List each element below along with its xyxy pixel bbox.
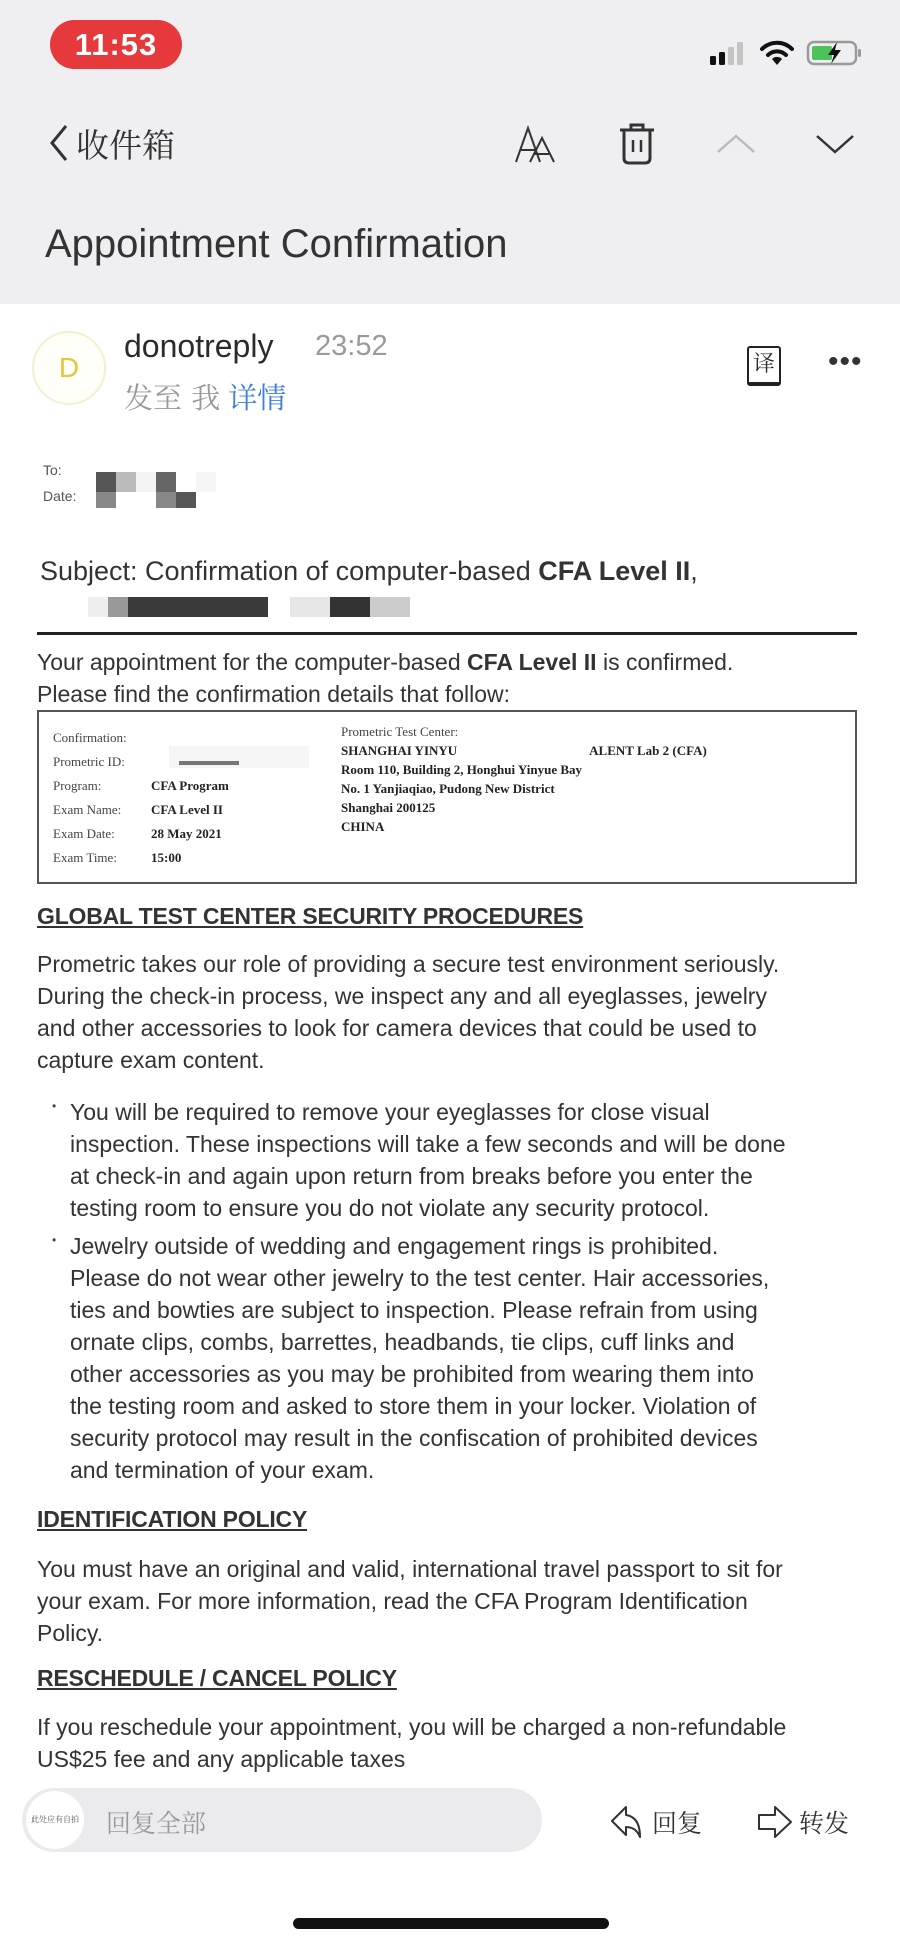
security-heading: GLOBAL TEST CENTER SECURITY PROCEDURES xyxy=(37,903,584,929)
chevron-down-icon xyxy=(815,132,855,156)
status-icons xyxy=(708,38,864,68)
bullet-line: inspection. These inspections will take a few seconds and will be done xyxy=(70,1131,786,1157)
row-value: 28 May 2021 xyxy=(151,826,222,841)
redacted-id-mark xyxy=(179,761,239,765)
bullet-line: the testing room and asked to store them in your locker. Violation of xyxy=(70,1393,757,1419)
back-label: 收件箱 xyxy=(76,125,175,165)
paragraph-line: During the check-in process, we inspect any and all eyeglasses, jewelry xyxy=(37,983,767,1009)
prometric-id-row xyxy=(53,754,151,770)
address-line: Room 110, Building 2, Honghui Yinyue Bay xyxy=(341,762,583,777)
bullet-jewelry xyxy=(52,1230,862,1486)
intro-line-2: Please find the confirmation details that follow: xyxy=(37,681,511,707)
home-indicator[interactable] xyxy=(293,1918,609,1929)
bottom-action-bar xyxy=(0,1780,900,1860)
exam-time-row xyxy=(53,850,181,866)
bullet-line: ties and bowties are subject to inspection. Please refrain from using xyxy=(70,1297,758,1323)
forward-button[interactable] xyxy=(757,1802,849,1842)
paragraph-line: Prometric takes our role of providing a secure test environment seriously. xyxy=(37,951,780,977)
row-label: Exam Time: xyxy=(53,850,117,865)
date-label: Date: xyxy=(43,488,77,504)
email-title: Appointment Confirmation xyxy=(45,222,508,266)
forward-arrow-icon xyxy=(757,1805,793,1839)
wifi-icon xyxy=(760,40,794,66)
center-name-start: SHANGHAI YINYU xyxy=(341,743,458,758)
battery-charging-icon xyxy=(806,39,864,67)
trash-icon xyxy=(618,122,656,166)
paragraph-line: Policy. xyxy=(37,1620,104,1646)
chevron-up-icon xyxy=(716,132,756,156)
row-label: Exam Name: xyxy=(53,802,122,817)
bullet-line: testing room to ensure you do not violate any security protocol. xyxy=(70,1195,710,1221)
intro-text-end: is confirmed. xyxy=(596,649,734,675)
sent-time: 23:52 xyxy=(315,330,388,362)
security-paragraph xyxy=(37,948,867,1076)
confirmation-details-box xyxy=(37,710,857,884)
bullet-line: • Jewelry outside of wedding and engagement rings is prohibited. xyxy=(70,1233,719,1259)
paragraph-line: US$25 fee and any applicable taxes xyxy=(37,1746,406,1772)
row-label: Confirmation: xyxy=(53,730,127,745)
sender-name[interactable]: donotreply xyxy=(124,328,274,364)
chevron-left-icon xyxy=(46,123,70,163)
reschedule-paragraph xyxy=(37,1711,867,1775)
test-center-label: Prometric Test Center: xyxy=(341,724,459,739)
reschedule-heading: RESCHEDULE / CANCEL POLICY xyxy=(37,1665,397,1691)
details-link[interactable]: 详情 xyxy=(228,381,287,415)
paragraph-line: If you reschedule your appointment, you will be charged a non-refundable xyxy=(37,1714,787,1740)
cellular-signal-icon xyxy=(708,40,748,66)
paragraph-line: You must have an original and valid, international travel passport to sit for xyxy=(37,1556,783,1582)
bullet-eyeglasses xyxy=(52,1096,862,1224)
row-label: Prometric ID: xyxy=(53,754,125,769)
exam-name-row xyxy=(53,802,223,818)
reply-all-label: 回复全部 xyxy=(106,1809,207,1838)
reply-arrow-icon xyxy=(610,1805,646,1839)
subject-divider xyxy=(37,632,857,635)
paragraph-line: your exam. For more information, read the CFA Program Identification xyxy=(37,1588,748,1614)
bullet-line: security protocol may result in the confiscation of prohibited devices xyxy=(70,1425,758,1451)
row-value: CFA Level II xyxy=(151,802,223,817)
row-label: Exam Date: xyxy=(53,826,115,841)
address-line: No. 1 Yanjiaqiao, Pudong New District xyxy=(341,781,555,796)
header-area xyxy=(0,0,900,304)
program-row xyxy=(53,778,229,794)
email-subject xyxy=(40,552,860,590)
row-value: CFA Program xyxy=(151,778,229,793)
previous-email-button[interactable] xyxy=(709,118,763,170)
bullet-line: • You will be required to remove your eyeglasses for close visual xyxy=(70,1099,710,1125)
identification-heading: IDENTIFICATION POLICY xyxy=(37,1506,308,1532)
sent-to-text: 发至 我 xyxy=(124,381,221,415)
bullet-line: Please do not wear other jewelry to the test center. Hair accessories, xyxy=(70,1265,770,1291)
exam-date-row xyxy=(53,826,222,842)
paragraph-line: capture exam content. xyxy=(37,1047,265,1073)
subject-bold: CFA Level II xyxy=(538,556,691,586)
recipient-line xyxy=(124,376,286,417)
status-time: 11:53 xyxy=(50,20,182,69)
forward-label: 转发 xyxy=(799,1809,850,1838)
bullet-line: and termination of your exam. xyxy=(70,1457,375,1483)
bullet-line: ornate clips, combs, barrettes, headbands, tie clips, cuff links and xyxy=(70,1329,735,1355)
subject-prefix: Subject: Confirmation of computer-based xyxy=(40,556,539,586)
test-center-name xyxy=(341,743,707,759)
avatar[interactable]: D xyxy=(32,331,106,405)
delete-button[interactable] xyxy=(610,118,664,170)
intro-line-1 xyxy=(37,646,867,678)
row-label: Program: xyxy=(53,778,102,793)
intro-text: Your appointment for the computer-based xyxy=(37,649,468,675)
identification-paragraph xyxy=(37,1553,867,1649)
row-value: 15:00 xyxy=(151,850,182,865)
subject-suffix: , xyxy=(690,556,698,586)
bullet-line: other accessories as you may be prohibited from wearing them into xyxy=(70,1361,754,1387)
center-name-end: ALENT Lab 2 (CFA) xyxy=(589,743,707,758)
confirmation-row xyxy=(53,730,151,746)
font-size-icon xyxy=(514,122,558,166)
bullet-line: at check-in and again upon return from breaks before you enter the xyxy=(70,1163,753,1189)
to-label: To: xyxy=(43,462,62,478)
address-line: CHINA xyxy=(341,819,385,834)
address-line: Shanghai 200125 xyxy=(341,800,436,815)
security-bullet-list xyxy=(52,1096,862,1486)
font-size-button[interactable] xyxy=(509,118,563,170)
selfie-avatar: 此处应有自拍 xyxy=(26,1791,84,1849)
next-email-button[interactable] xyxy=(808,118,862,170)
paragraph-line: and other accessories to look for camera devices that could be used to xyxy=(37,1015,757,1041)
more-options-button[interactable]: ••• xyxy=(828,345,863,378)
reply-all-button[interactable] xyxy=(22,1788,542,1852)
reply-label: 回复 xyxy=(652,1809,703,1838)
back-to-inbox-button[interactable] xyxy=(46,118,175,168)
translate-button[interactable]: 译 xyxy=(747,346,781,386)
reply-button[interactable] xyxy=(610,1802,702,1842)
intro-bold: CFA Level II xyxy=(467,649,597,675)
